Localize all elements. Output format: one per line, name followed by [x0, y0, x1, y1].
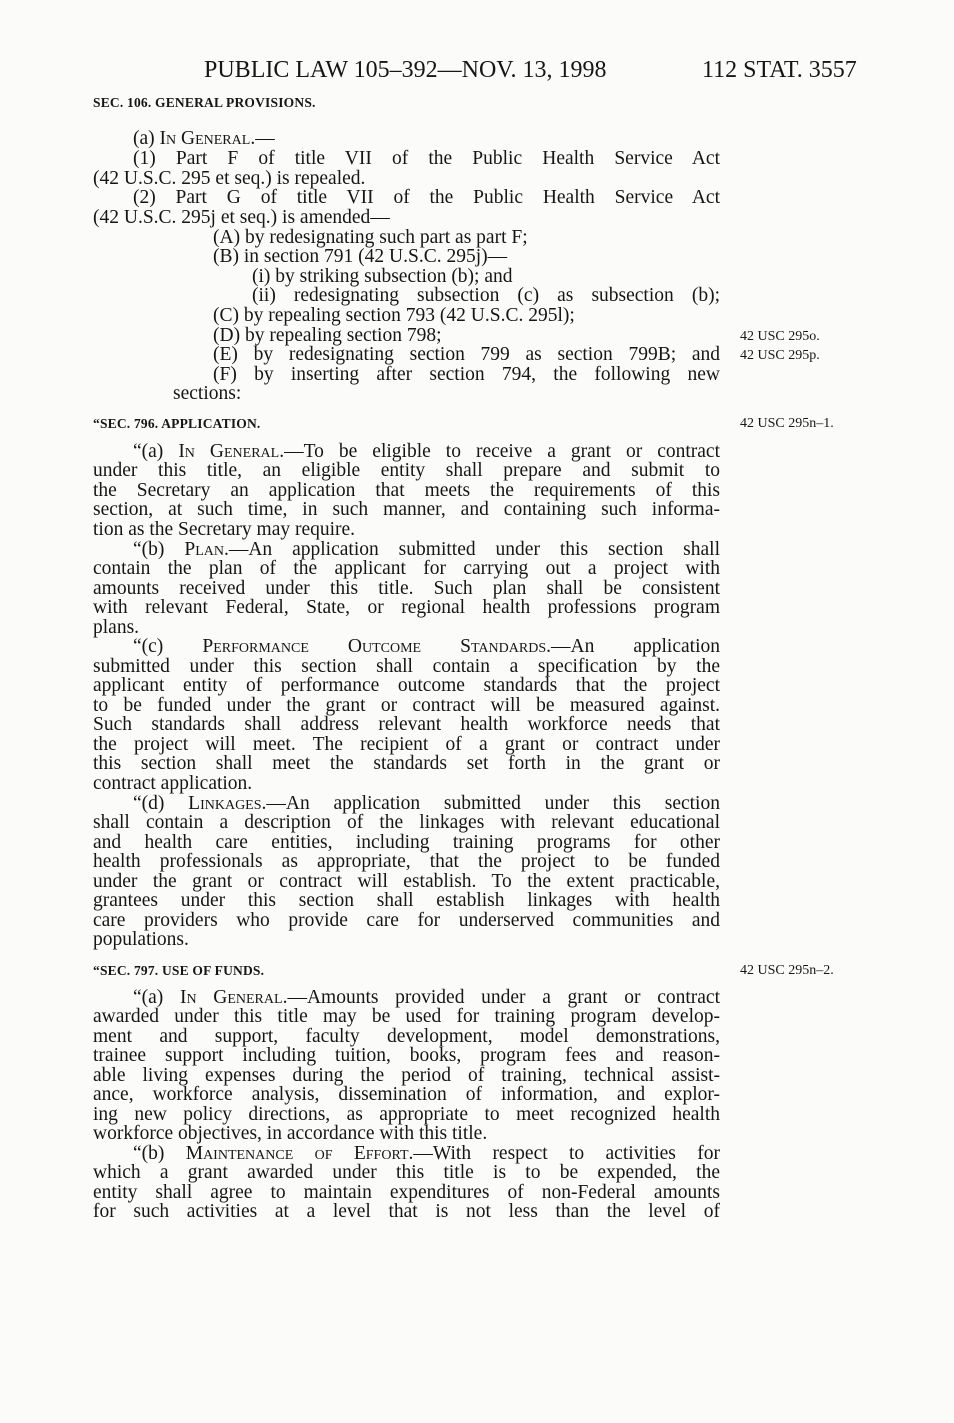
sec796-a-line2: under this title, an eligible entity shall prepare and submit to [93, 460, 720, 481]
section-106-heading: SEC. 106. GENERAL PROVISIONS. [93, 95, 316, 110]
sec797-a-line3: ment and support, faculty development, model demonstrations, [93, 1026, 720, 1047]
sec796-c-line6: the project will meet. The recipient of a grant or contract under [93, 734, 720, 755]
sec796-d-line7: care providers who provide care for underserved communities and [93, 910, 720, 931]
sec796-c-line3: applicant entity of performance outcome standards that the project [93, 675, 720, 696]
sec797-a-line7: ing new policy directions, as appropriate to meet recognized health [93, 1104, 720, 1125]
sec106-p1-line1: (1) Part F of title VII of the Public Health Service Act [133, 148, 720, 169]
margin-note-295p: 42 USC 295p. [740, 348, 820, 363]
sec106-item-B-ii: (ii) redesignating subsection (c) as subsection (b); [252, 285, 720, 306]
margin-note-295n-1: 42 USC 295n–1. [740, 416, 834, 431]
sec796-a-line4: section, at such time, in such manner, and containing such informa- [93, 499, 720, 520]
sec796-a-line1: “(a) In General.—To be eligible to receive a grant or contract [133, 441, 720, 462]
sec796-b-line3: amounts received under this title. Such plan shall be consistent [93, 578, 720, 599]
page-header-title: PUBLIC LAW 105–392—NOV. 13, 1998 [204, 57, 607, 83]
sec796-b-line1: “(b) Plan.—An application submitted under this section shall [133, 539, 720, 560]
sec106-item-B-i: (i) by striking subsection (b); and [252, 266, 513, 287]
sec797-b-line3: entity shall agree to maintain expenditures of non-Federal amounts [93, 1182, 720, 1203]
sec796-b-line4: with relevant Federal, State, or regional health professions program [93, 597, 720, 618]
section-796-heading: “SEC. 796. APPLICATION. [93, 416, 261, 431]
sec106-item-F-line2: sections: [173, 383, 242, 404]
sec797-a-line2: awarded under this title may be used for training program develop- [93, 1006, 720, 1027]
sec796-d-line1: “(d) Linkages.—An application submitted under this section [133, 793, 720, 814]
sec797-b-line4: for such activities at a level that is not less than the level of [93, 1201, 720, 1222]
sec796-d-line4: health professionals as appropriate, that the project to be funded [93, 851, 720, 872]
sec796-c-line8: contract application. [93, 773, 253, 794]
sec796-c-line1: “(c) Performance Outcome Standards.—An application [133, 636, 720, 657]
sec106-item-A: (A) by redesignating such part as part F; [213, 227, 528, 248]
sec106-item-F-line1: (F) by inserting after section 794, the following new [213, 364, 720, 385]
sec106-p1-line2: (42 U.S.C. 295 et seq.) is repealed. [93, 168, 366, 189]
sec106-p2-line2: (42 U.S.C. 295j et seq.) is amended— [93, 207, 390, 228]
sec797-b-line1: “(b) Maintenance of Effort.—With respect to activities for [133, 1143, 720, 1164]
sec797-b-line2: which a grant awarded under this title is to be expended, the [93, 1162, 720, 1183]
sec796-b-line5: plans. [93, 617, 140, 638]
sec796-d-line3: and health care entities, including training programs for other [93, 832, 720, 853]
sec796-c-line2: submitted under this section shall contain a specification by the [93, 656, 720, 677]
page-header-stat: 112 STAT. 3557 [702, 57, 857, 83]
sec797-a-line5: able living expenses during the period of training, technical assist- [93, 1065, 720, 1086]
sec796-d-line2: shall contain a description of the linkages with relevant educational [93, 812, 720, 833]
section-797-heading: “SEC. 797. USE OF FUNDS. [93, 963, 265, 978]
sec106-a-line: (a) In General.— [133, 128, 275, 149]
sec796-b-line2: contain the plan of the applicant for carrying out a project with [93, 558, 720, 579]
sec106-item-E: (E) by redesignating section 799 as section 799B; and [213, 344, 720, 365]
sec796-a-line5: tion as the Secretary may require. [93, 519, 356, 540]
sec796-a-line3: the Secretary an application that meets the requirements of this [93, 480, 720, 501]
sec796-c-line5: Such standards shall address relevant health workforce needs that [93, 714, 720, 735]
sec797-a-line6: ance, workforce analysis, dissemination of information, and explor- [93, 1084, 720, 1105]
sec796-d-line5: under the grant or contract will establish. To the extent practicable, [93, 871, 720, 892]
sec106-item-C: (C) by repealing section 793 (42 U.S.C. 295l); [213, 305, 575, 326]
sec796-c-line7: this section shall meet the standards set forth in the grant or [93, 753, 720, 774]
sec797-a-line1: “(a) In General.—Amounts provided under a grant or contract [133, 987, 720, 1008]
sec106-p2-line1: (2) Part G of title VII of the Public Health Service Act [133, 187, 720, 208]
sec796-d-line8: populations. [93, 929, 189, 950]
sec797-a-line8: workforce objectives, in accordance with this title. [93, 1123, 488, 1144]
sec796-d-line6: grantees under this section shall establish linkages with health [93, 890, 720, 911]
margin-note-295o: 42 USC 295o. [740, 329, 820, 344]
margin-note-295n-2: 42 USC 295n–2. [740, 963, 834, 978]
sec796-c-line4: to be funded under the grant or contract will be measured against. [93, 695, 720, 716]
sec106-item-B: (B) in section 791 (42 U.S.C. 295j)— [213, 246, 508, 267]
sec797-a-line4: trainee support including tuition, books, program fees and reason- [93, 1045, 720, 1066]
sec106-item-D: (D) by repealing section 798; [213, 325, 442, 346]
